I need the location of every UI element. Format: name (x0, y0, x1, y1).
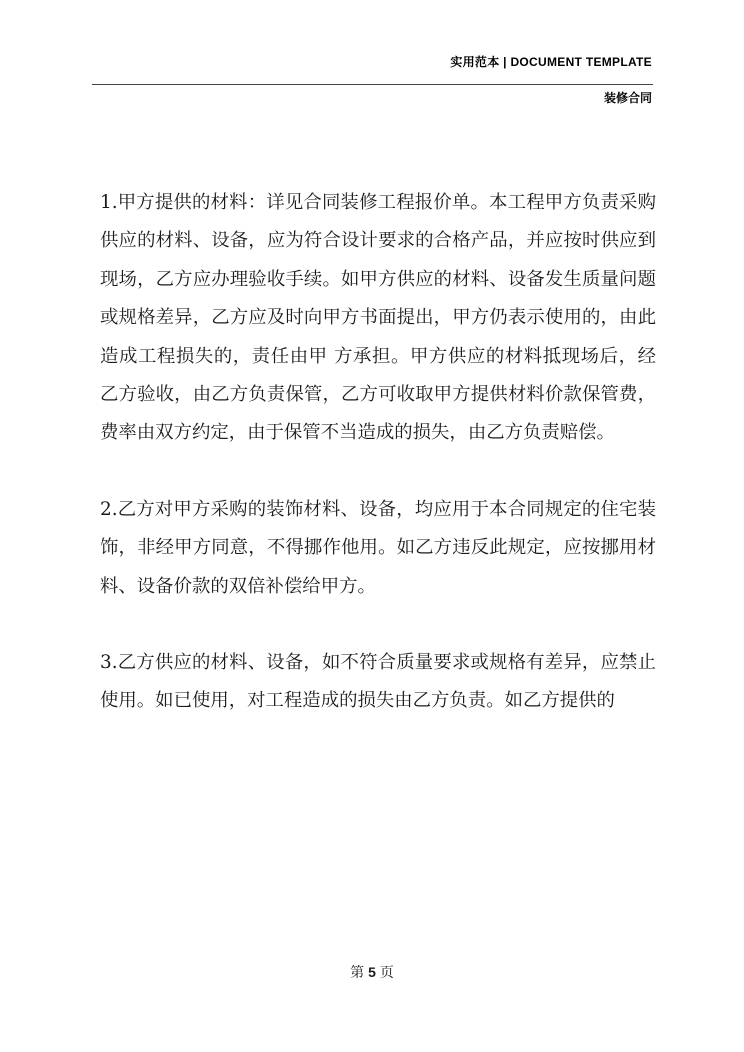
page-label-prefix: 第 (350, 965, 365, 981)
clause-1-paragraph: 1.甲方提供的材料：详见合同装修工程报价单。本工程甲方负责采购供应的材料、设备，应为符合设计要求的合格产品，并应按时供应到 现场，乙方应办理验收手续。如甲方供应的材料、设备发生质量问题或规格差异，乙方应及时向甲方书面提出，甲方仍表示使用的，由此造成工程损失的，责任由甲 方承担。甲方供应的材料抵现场后，经乙方验收，由乙方负责保管，乙方可收取甲方提供材料价款保管费，费率由双方约定，由于保管不当造成的损失，由乙方负责赔偿。 (100, 192, 656, 444)
document-subtitle: 装修合同 (603, 91, 652, 105)
clause-2-paragraph: 2.乙方对甲方采购的装饰材料、设备，均应用于本合同规定的住宅装饰，非经甲方同意，不得挪作他用。如乙方违反此规定，应按挪用材料、设备价款的双倍补偿给甲方。 (100, 498, 656, 597)
document-header-title: 实用范本 | DOCUMENT TEMPLATE (450, 55, 652, 69)
document-body (100, 184, 656, 721)
header-divider (92, 84, 653, 85)
page-footer (0, 962, 744, 982)
page-number: 5 (368, 964, 376, 980)
clause-3-paragraph: 3.乙方供应的材料、设备，如不符合质量要求或规格有差异，应禁止使用。如已使用，对工程造成的损失由乙方负责。如乙方提供的 (100, 652, 656, 712)
page-label-suffix: 页 (379, 965, 394, 981)
